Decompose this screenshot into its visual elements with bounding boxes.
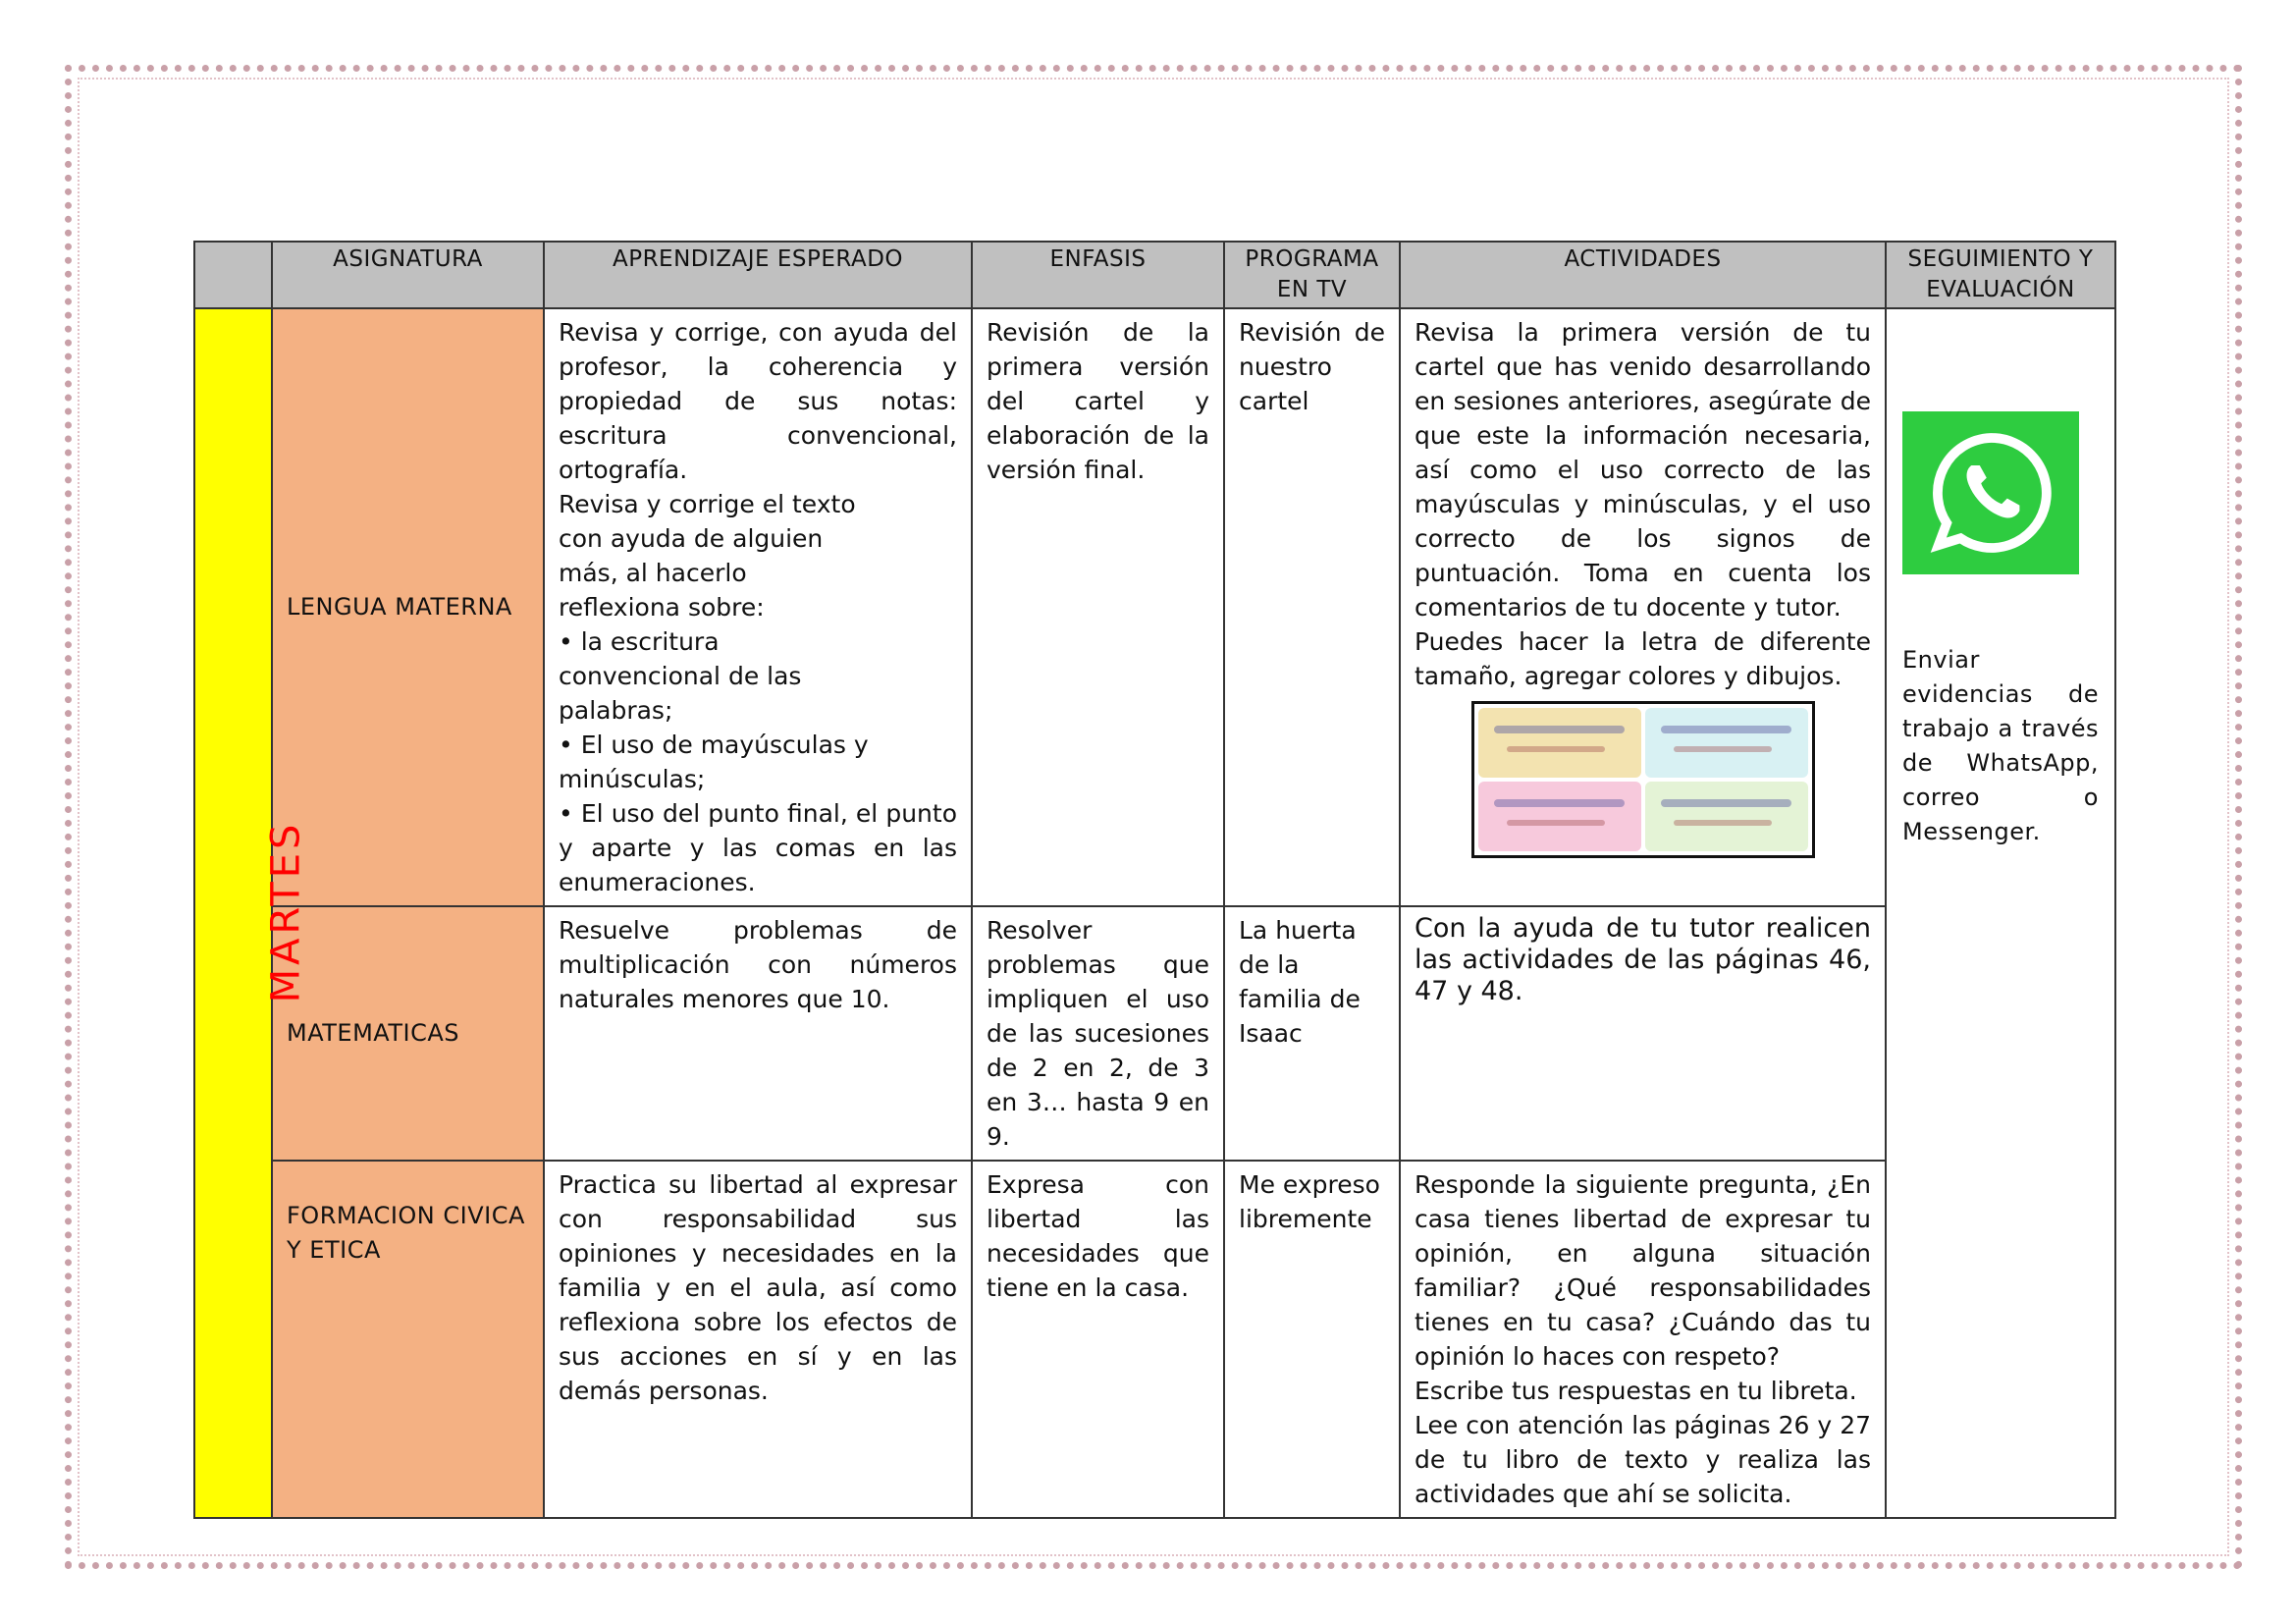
subject-lengua-materna: LENGUA MATERNA xyxy=(272,308,544,906)
header-asignatura: ASIGNATURA xyxy=(272,242,544,308)
actividades-cell: Con la ayuda de tu tutor realicen las actividades de las páginas 46, 47 y 48. xyxy=(1400,906,1886,1161)
aprendizaje-text: reflexiona sobre: xyxy=(559,593,765,622)
table-row xyxy=(194,1161,2115,1518)
aprendizaje-cell: Practica su libertad al expresar con responsabilidad sus opiniones y necesidades en la familia y en el aula, así como reflexiona sobre los efectos de sus acciones en sí y en las demás personas. xyxy=(544,1161,972,1518)
header-row xyxy=(194,242,2115,308)
poster-panel xyxy=(1478,782,1641,851)
aprendizaje-text: minúsculas; xyxy=(559,765,706,793)
actividades-text: Lee con atención las páginas 26 y 27 de tu libro de texto y realiza las actividades que ahí se solicita. xyxy=(1415,1411,1871,1508)
poster-image xyxy=(1471,701,1815,858)
subject-formacion-civica: FORMACION CIVICA Y ETICA xyxy=(272,1161,544,1518)
actividades-cell xyxy=(1400,308,1886,906)
whatsapp-icon xyxy=(1902,411,2079,574)
poster-panel xyxy=(1478,708,1641,778)
subject-matematicas: MATEMATICAS xyxy=(272,906,544,1161)
day-cell xyxy=(194,308,309,1518)
aprendizaje-text: Revisa y corrige el texto xyxy=(559,490,856,518)
programa-cell: La huerta de la familia de Isaac xyxy=(1224,906,1400,1161)
aprendizaje-text: • El uso de mayúsculas y xyxy=(559,731,869,759)
aprendizaje-text: • la escritura xyxy=(559,627,720,656)
actividades-text: Puedes hacer la letra de diferente tamaño, agregar colores y dibujos. xyxy=(1415,627,1871,690)
header-day xyxy=(194,242,272,308)
table-row xyxy=(194,906,2115,1161)
seguimiento-cell xyxy=(1886,308,2115,1518)
header-actividades: ACTIVIDADES xyxy=(1400,242,1886,308)
header-seguimiento: SEGUIMIENTO Y EVALUACIÓN xyxy=(1886,242,2115,308)
actividades-cell xyxy=(1400,1161,1886,1518)
table-row xyxy=(194,308,2115,906)
header-enfasis: ENFASIS xyxy=(972,242,1224,308)
aprendizaje-text: con ayuda de alguien xyxy=(559,524,824,553)
enfasis-cell: Expresa con libertad las necesidades que tiene en la casa. xyxy=(972,1161,1224,1518)
aprendizaje-text: palabras; xyxy=(559,696,673,725)
aprendizaje-cell xyxy=(544,308,972,906)
day-label: MARTES xyxy=(263,820,309,1002)
aprendizaje-text: Revisa y corrige, con ayuda del profesor, la coherencia y propiedad de sus notas: escritura convencional, ortografía. xyxy=(559,318,957,484)
enfasis-cell: Resolver problemas que impliquen el uso de las sucesiones de 2 en 2, de 3 en 3… hasta 9 en 9. xyxy=(972,906,1224,1161)
actividades-text: Revisa la primera versión de tu cartel que has venido desarrollando en sesiones anteriores, asegúrate de que este la información necesaria, así como el uso correcto de las mayúsculas y minúsculas, y el uso correcto de los signos de puntuación. Toma en cuenta los comentarios de tu docente y tutor. xyxy=(1415,318,1871,622)
poster-panel xyxy=(1645,708,1808,778)
actividades-text: Escribe tus respuestas en tu libreta. xyxy=(1415,1377,1857,1405)
programa-cell: Revisión de nuestro cartel xyxy=(1224,308,1400,906)
aprendizaje-text: más, al hacerlo xyxy=(559,559,747,587)
enfasis-cell: Revisión de la primera versión del cartel y elaboración de la versión final. xyxy=(972,308,1224,906)
header-aprendizaje: APRENDIZAJE ESPERADO xyxy=(544,242,972,308)
aprendizaje-text: convencional de las xyxy=(559,662,802,690)
seguimiento-text: Enviar evidencias de trabajo a través de WhatsApp, correo o Messenger. xyxy=(1902,646,2099,845)
aprendizaje-cell: Resuelve problemas de multiplicación con números naturales menores que 10. xyxy=(544,906,972,1161)
poster-panel xyxy=(1645,782,1808,851)
programa-cell: Me expreso libremente xyxy=(1224,1161,1400,1518)
header-programa: PROGRAMA EN TV xyxy=(1224,242,1400,308)
lesson-plan-table xyxy=(193,241,2116,1519)
actividades-text: Responde la siguiente pregunta, ¿En casa tienes libertad de expresar tu opinión, en alguna situación familiar? ¿Qué responsabilidades tienes en tu casa? ¿Cuándo das tu opinión lo haces con respeto? xyxy=(1415,1170,1871,1371)
aprendizaje-text: • El uso del punto final, el punto y aparte y las comas en las enumeraciones. xyxy=(559,799,957,896)
